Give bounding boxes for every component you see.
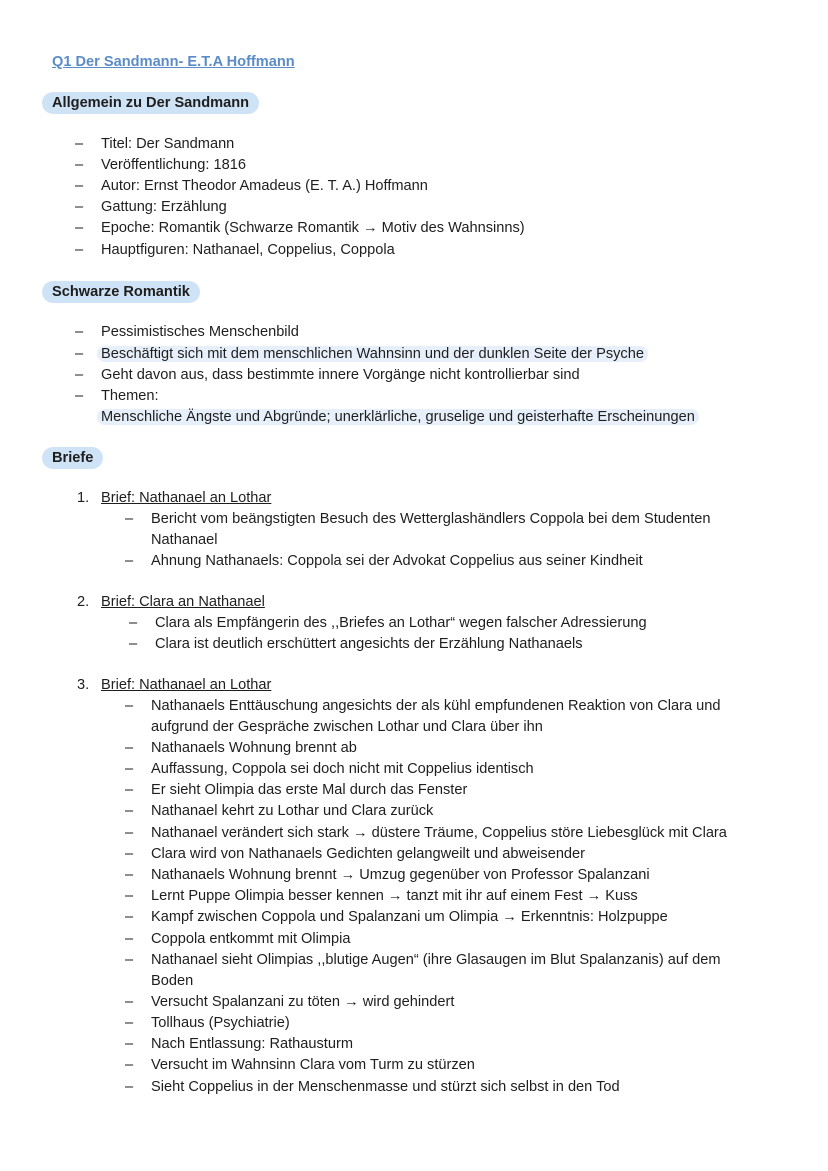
- list-item: – Nathanael sieht Olimpias ,,blutige Augen“ (ihre Glasaugen im Blut Spalanzanis) auf dem: [151, 950, 720, 970]
- section-heading-allgemein: Allgemein zu Der Sandmann: [42, 92, 259, 114]
- list-item: – Nathanaels Wohnung brennt → Umzug gegenüber von Professor Spalanzani: [151, 865, 650, 885]
- list-item: – Clara ist deutlich erschüttert angesichts der Erzählung Nathanaels: [155, 634, 583, 654]
- list-item: – Tollhaus (Psychiatrie): [151, 1013, 290, 1033]
- list-item: – Bericht vom beängstigten Besuch des Wetterglashändlers Coppola bei dem Studenten: [151, 509, 711, 529]
- list-item: – Titel: Der Sandmann: [101, 134, 234, 154]
- list-item: – Clara als Empfängerin des ,,Briefes an Lothar“ wegen falscher Adressierung: [155, 613, 647, 633]
- letter-heading: [77, 488, 272, 508]
- list-item: – Pessimistisches Menschenbild: [101, 322, 299, 342]
- list-item: – Epoche: Romantik (Schwarze Romantik → Motiv des Wahnsinns): [101, 218, 525, 238]
- list-item: [101, 344, 648, 364]
- letter-number: 1.: [77, 490, 90, 506]
- list-item-continuation: [101, 407, 699, 427]
- section-heading-schwarze-romantik: Schwarze Romantik: [42, 281, 200, 303]
- letter-heading: [77, 675, 272, 695]
- list-item: – Versucht Spalanzani zu töten → wird gehindert: [151, 992, 454, 1012]
- list-item: – Hauptfiguren: Nathanael, Coppelius, Coppola: [101, 240, 395, 260]
- list-item: – Clara wird von Nathanaels Gedichten gelangweilt und abweisender: [151, 844, 585, 864]
- letter-heading: [77, 592, 265, 612]
- list-item: – Sieht Coppelius in der Menschenmasse und stürzt sich selbst in den Tod: [151, 1077, 620, 1097]
- highlighted-text: Menschliche Ängste und Abgründe; unerklärliche, gruselige und geisterhafte Erscheinungen: [97, 409, 699, 425]
- list-item: – Auffassung, Coppola sei doch nicht mit Coppelius identisch: [151, 759, 534, 779]
- list-item: – Er sieht Olimpia das erste Mal durch das Fenster: [151, 780, 467, 800]
- letter-number: 2.: [77, 594, 90, 610]
- list-item: – Nathanaels Wohnung brennt ab: [151, 738, 357, 758]
- letter-title: Brief: Nathanael an Lothar: [101, 490, 272, 506]
- list-item: – Kampf zwischen Coppola und Spalanzani um Olimpia → Erkenntnis: Holzpuppe: [151, 907, 668, 927]
- list-item: – Nathanaels Enttäuschung angesichts der als kühl empfundenen Reaktion von Clara und: [151, 696, 721, 716]
- list-item: – Nach Entlassung: Rathausturm: [151, 1034, 353, 1054]
- list-item: – Geht davon aus, dass bestimmte innere Vorgänge nicht kontrollierbar sind: [101, 365, 580, 385]
- list-item: – Autor: Ernst Theodor Amadeus (E. T. A.) Hoffmann: [101, 176, 428, 196]
- letter-title: Brief: Nathanael an Lothar: [101, 677, 272, 693]
- list-item-continuation: Nathanael: [151, 532, 218, 548]
- list-item: – Nathanael kehrt zu Lothar und Clara zurück: [151, 801, 433, 821]
- list-item: – Gattung: Erzählung: [101, 197, 227, 217]
- page-title: Q1 Der Sandmann- E.T.A Hoffmann: [52, 54, 295, 70]
- list-item: – Veröffentlichung: 1816: [101, 155, 246, 175]
- letter-number: 3.: [77, 677, 90, 693]
- list-item-continuation: Boden: [151, 973, 194, 989]
- list-item: – Themen:: [101, 386, 159, 406]
- list-item: – Versucht im Wahnsinn Clara vom Turm zu stürzen: [151, 1055, 475, 1075]
- list-item: – Ahnung Nathanaels: Coppola sei der Advokat Coppelius aus seiner Kindheit: [151, 551, 643, 571]
- letter-title: Brief: Clara an Nathanael: [101, 594, 265, 610]
- list-item-continuation: aufgrund der Gespräche zwischen Lothar und Clara über ihn: [151, 719, 543, 735]
- highlighted-text: Beschäftigt sich mit dem menschlichen Wahnsinn und der dunklen Seite der Psyche: [97, 346, 648, 362]
- list-item: – Nathanael verändert sich stark → düstere Träume, Coppelius störe Liebesglück mit Clara: [151, 823, 727, 843]
- section-heading-briefe: Briefe: [42, 447, 103, 469]
- list-item: – Lernt Puppe Olimpia besser kennen → tanzt mit ihr auf einem Fest → Kuss: [151, 886, 638, 906]
- list-item: – Coppola entkommt mit Olimpia: [151, 929, 351, 949]
